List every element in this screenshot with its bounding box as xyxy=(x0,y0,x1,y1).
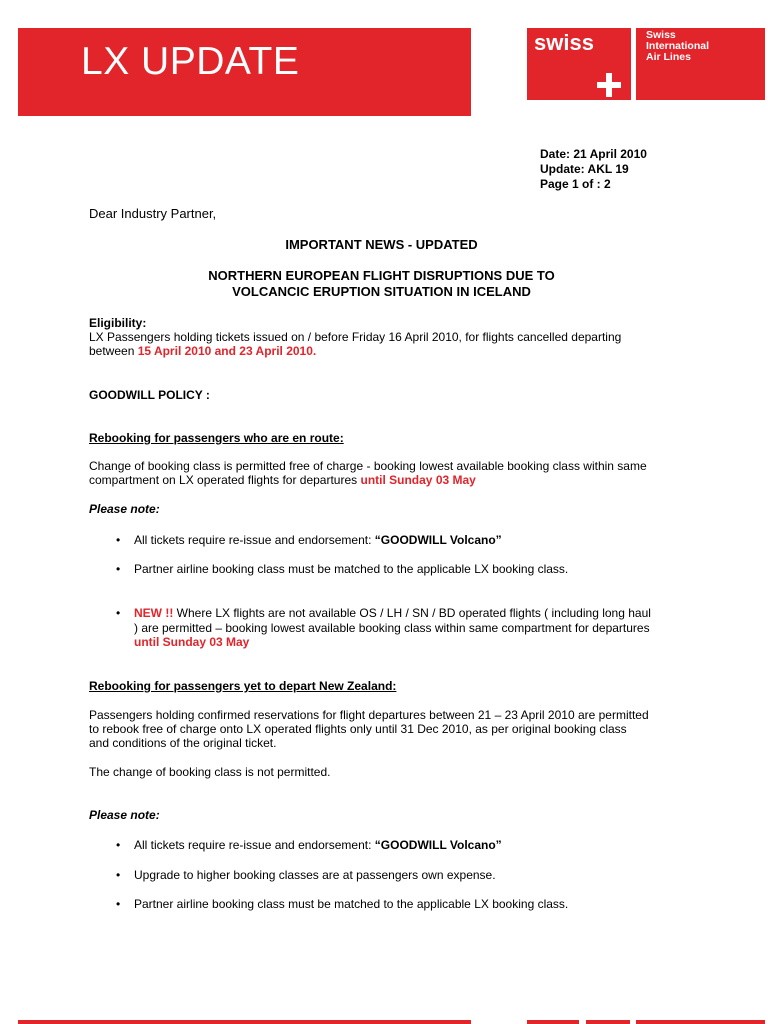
section1-please-note: Please note: xyxy=(89,502,160,516)
bullet-icon: • xyxy=(116,868,121,882)
section2-para-line-3: and conditions of the original ticket. xyxy=(89,736,277,750)
eligibility-label: Eligibility: xyxy=(89,316,147,330)
section1-bullet-3: NEW !! Where LX flights are not available OS / LH / SN / BD operated flights ( including long haul ) are permitted – booking lowest available booking class within same compartment for departures until Sunday 03 May xyxy=(134,606,651,649)
subheadline-2: VOLCANCIC ERUPTION SITUATION IN ICELAND xyxy=(232,284,531,299)
section2-please-note: Please note: xyxy=(89,808,160,822)
salutation: Dear Industry Partner, xyxy=(89,206,217,221)
date-line: Date: 21 April 2010 xyxy=(540,147,647,161)
section1-bullet-1: All tickets require re-issue and endorsement: “GOODWILL Volcano” xyxy=(134,533,502,547)
subheadline-1: NORTHERN EUROPEAN FLIGHT DISRUPTIONS DUE TO xyxy=(208,268,555,283)
section1-para-line-1: Change of booking class is permitted free of charge - booking lowest available booking class within same xyxy=(89,459,647,473)
update-line: Update: AKL 19 xyxy=(540,162,629,176)
bullet-icon: • xyxy=(116,838,121,852)
swiss-cross-icon xyxy=(595,72,623,100)
page-line: Page 1 of : 2 xyxy=(540,177,611,191)
section2-bullet-3: Partner airline booking class must be matched to the applicable LX booking class. xyxy=(134,897,569,911)
headline: IMPORTANT NEWS - UPDATED xyxy=(285,237,478,252)
bullet-icon: • xyxy=(116,562,121,576)
section1-heading: Rebooking for passengers who are en route: xyxy=(89,431,344,445)
bullet-icon: • xyxy=(116,533,121,547)
swiss-logo-wordmark: swiss xyxy=(534,30,594,55)
footer-bar xyxy=(636,1020,765,1024)
section1-para-line-2: compartment on LX operated flights for departures until Sunday 03 May xyxy=(89,473,476,487)
swiss-logo-subtitle: Swiss International Air Lines xyxy=(646,29,710,63)
eligibility-line-2: between 15 April 2010 and 23 April 2010. xyxy=(89,344,317,358)
section2-para-line-2: to rebook free of charge onto LX operated flights only until 31 Dec 2010, as per original booking class xyxy=(89,722,627,736)
section2-bullet-1: All tickets require re-issue and endorsement: “GOODWILL Volcano” xyxy=(134,838,502,852)
bullet-icon: • xyxy=(116,897,121,911)
document-meta xyxy=(540,147,647,192)
section2-heading: Rebooking for passengers yet to depart New Zealand: xyxy=(89,679,397,693)
eligibility-line-1: LX Passengers holding tickets issued on / before Friday 16 April 2010, for flights cancelled departing xyxy=(89,330,622,344)
section2-para-line-4: The change of booking class is not permitted. xyxy=(89,765,331,779)
goodwill-policy-heading: GOODWILL POLICY : xyxy=(89,388,210,402)
footer-bar xyxy=(18,1020,471,1024)
section2-para-line-1: Passengers holding confirmed reservations for flight departures between 21 – 23 April 2010 are permitted xyxy=(89,708,649,722)
footer-bar xyxy=(527,1020,579,1024)
section2-bullet-2: Upgrade to higher booking classes are at passengers own expense. xyxy=(134,868,496,882)
page-title: LX UPDATE xyxy=(81,40,300,83)
section1-bullet-2: Partner airline booking class must be matched to the applicable LX booking class. xyxy=(134,562,569,576)
footer-bar xyxy=(586,1020,630,1024)
bullet-icon: • xyxy=(116,606,121,620)
